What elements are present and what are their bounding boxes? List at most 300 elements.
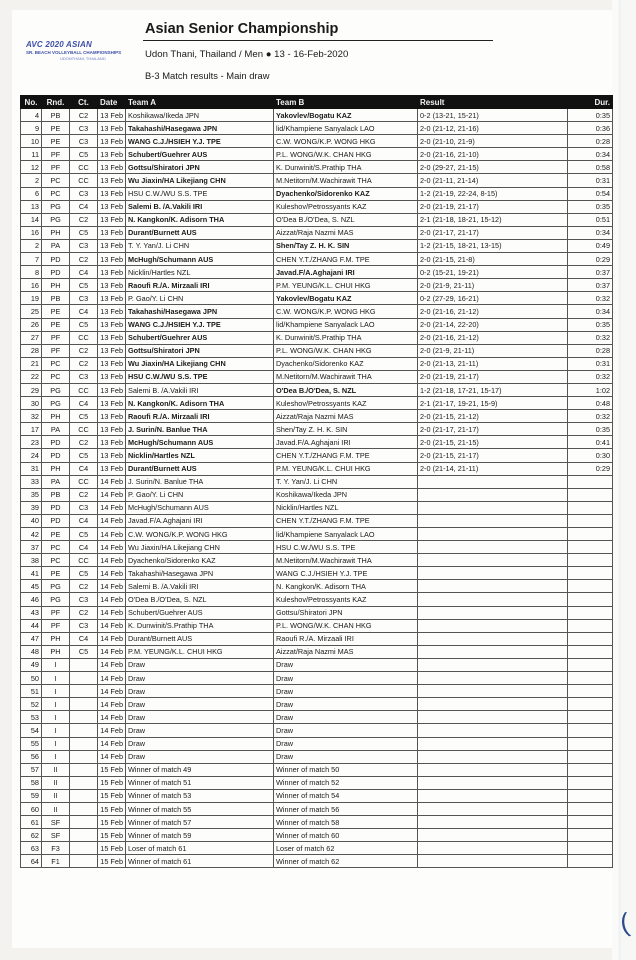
cell-team-a: Salemi B. /A.Vakili IRI	[126, 383, 274, 396]
cell-team-b: Winner of match 62	[274, 855, 418, 868]
table-row	[21, 174, 613, 187]
cell-team-a: WANG C.J./HSIEH Y.J. TPE	[126, 135, 274, 148]
cell-team-b: Loser of match 62	[274, 842, 418, 855]
cell-round: PB	[42, 488, 70, 501]
cell-team-b: lid/Khampiene Sanyalack LAO	[274, 318, 418, 331]
table-row	[21, 619, 613, 632]
cell-team-b: K. Dunwinit/S.Prathip THA	[274, 161, 418, 174]
cell-result: 2-0 (21-12, 21-16)	[418, 122, 568, 135]
cell-date: 13 Feb	[98, 239, 126, 252]
cell-team-b: Winner of match 58	[274, 816, 418, 829]
cell-date: 13 Feb	[98, 357, 126, 370]
cell-result	[418, 855, 568, 868]
table-row	[21, 462, 613, 475]
cell-result: 2-0 (21-17, 21-17)	[418, 226, 568, 239]
cell-court: C4	[70, 514, 98, 527]
cell-date: 13 Feb	[98, 266, 126, 279]
cell-duration: 0:34	[568, 305, 613, 318]
cell-duration	[568, 475, 613, 488]
cell-result	[418, 802, 568, 815]
cell-date: 13 Feb	[98, 187, 126, 200]
cell-team-b: P.M. YEUNG/K.L. CHUI HKG	[274, 279, 418, 292]
cell-result	[418, 619, 568, 632]
cell-team-b: T. Y. Yan/J. Li CHN	[274, 475, 418, 488]
cell-team-b: Aizzat/Raja Nazmi MAS	[274, 645, 418, 658]
cell-duration: 0:41	[568, 436, 613, 449]
cell-court	[70, 842, 98, 855]
cell-duration	[568, 685, 613, 698]
table-row	[21, 842, 613, 855]
cell-round: PE	[42, 318, 70, 331]
cell-date: 13 Feb	[98, 449, 126, 462]
cell-team-a: Salemi B. /A.Vakili IRI	[126, 200, 274, 213]
cell-court: C4	[70, 200, 98, 213]
cell-date: 14 Feb	[98, 711, 126, 724]
cell-team-b: Winner of match 52	[274, 776, 418, 789]
cell-match-no: 30	[21, 397, 42, 410]
cell-match-no: 13	[21, 200, 42, 213]
cell-round: PE	[42, 122, 70, 135]
cell-round: PC	[42, 541, 70, 554]
cell-round: PD	[42, 501, 70, 514]
cell-round: PF	[42, 161, 70, 174]
cell-team-a: P. Gao/Y. Li CHN	[126, 292, 274, 305]
col-team-b-header: Team B	[274, 96, 418, 109]
cell-duration: 0:35	[568, 200, 613, 213]
cell-duration: 0:54	[568, 187, 613, 200]
cell-round: F3	[42, 842, 70, 855]
cell-round: II	[42, 763, 70, 776]
cell-duration	[568, 606, 613, 619]
cell-date: 13 Feb	[98, 370, 126, 383]
cell-round: PC	[42, 174, 70, 187]
cell-match-no: 60	[21, 802, 42, 815]
cell-round: SF	[42, 829, 70, 842]
cell-result	[418, 816, 568, 829]
cell-round: PC	[42, 187, 70, 200]
cell-court: C4	[70, 541, 98, 554]
cell-team-b: M.Netitorn/M.Wachirawit THA	[274, 174, 418, 187]
cell-round: I	[42, 711, 70, 724]
table-row	[21, 711, 613, 724]
cell-team-b: CHEN Y.T./ZHANG F.M. TPE	[274, 449, 418, 462]
cell-team-b: P.L. WONG/W.K. CHAN HKG	[274, 619, 418, 632]
cell-result	[418, 632, 568, 645]
cell-round: PH	[42, 632, 70, 645]
cell-court: C5	[70, 528, 98, 541]
cell-court: CC	[70, 383, 98, 396]
cell-result	[418, 685, 568, 698]
cell-court: C3	[70, 292, 98, 305]
cell-team-a: Winner of match 61	[126, 855, 274, 868]
cell-duration: 0:32	[568, 292, 613, 305]
cell-team-b: Aizzat/Raja Nazmi MAS	[274, 410, 418, 423]
cell-team-b: WANG C.J./HSIEH Y.J. TPE	[274, 567, 418, 580]
cell-court: CC	[70, 475, 98, 488]
cell-duration: 0:29	[568, 462, 613, 475]
table-row	[21, 816, 613, 829]
col-duration-header: Dur.	[568, 96, 613, 109]
cell-match-no: 38	[21, 554, 42, 567]
cell-round: PD	[42, 514, 70, 527]
cell-team-a: Draw	[126, 658, 274, 671]
cell-court: C4	[70, 632, 98, 645]
table-row	[21, 855, 613, 868]
table-row	[21, 593, 613, 606]
cell-date: 14 Feb	[98, 724, 126, 737]
cell-team-a: J. Surin/N. Banlue THA	[126, 423, 274, 436]
col-team-a-header: Team A	[126, 96, 274, 109]
cell-result: 2-0 (21-16, 21-10)	[418, 148, 568, 161]
cell-duration: 1:02	[568, 383, 613, 396]
cell-team-b: lid/Khampiene Sanyalack LAO	[274, 122, 418, 135]
cell-match-no: 48	[21, 645, 42, 658]
cell-round: I	[42, 724, 70, 737]
cell-date: 14 Feb	[98, 685, 126, 698]
cell-date: 14 Feb	[98, 541, 126, 554]
cell-duration	[568, 541, 613, 554]
cell-date: 14 Feb	[98, 645, 126, 658]
cell-duration	[568, 672, 613, 685]
cell-result	[418, 842, 568, 855]
table-row	[21, 239, 613, 252]
cell-team-a: Winner of match 53	[126, 789, 274, 802]
table-row	[21, 344, 613, 357]
cell-round: PG	[42, 200, 70, 213]
cell-duration: 0:51	[568, 213, 613, 226]
cell-result: 2-0 (21-16, 21-12)	[418, 305, 568, 318]
cell-team-a: P. Gao/Y. Li CHN	[126, 488, 274, 501]
cell-round: I	[42, 685, 70, 698]
cell-court: C2	[70, 109, 98, 122]
pen-mark: (	[617, 906, 632, 938]
cell-court	[70, 658, 98, 671]
col-court-header: Ct.	[70, 96, 98, 109]
cell-round: PD	[42, 449, 70, 462]
cell-team-b: Kuleshov/Petrossyants KAZ	[274, 200, 418, 213]
table-row	[21, 541, 613, 554]
cell-result: 2-0 (21-19, 21-17)	[418, 200, 568, 213]
cell-team-a: Draw	[126, 698, 274, 711]
cell-court: CC	[70, 161, 98, 174]
cell-team-a: McHugh/Schumann AUS	[126, 501, 274, 514]
cell-court	[70, 698, 98, 711]
cell-round: PE	[42, 528, 70, 541]
cell-date: 13 Feb	[98, 161, 126, 174]
cell-duration: 0:35	[568, 423, 613, 436]
table-row	[21, 370, 613, 383]
cell-duration	[568, 658, 613, 671]
cell-court: C4	[70, 397, 98, 410]
table-row	[21, 658, 613, 671]
cell-match-no: 44	[21, 619, 42, 632]
cell-team-a: Durant/Burnett AUS	[126, 226, 274, 239]
cell-date: 14 Feb	[98, 528, 126, 541]
cell-date: 14 Feb	[98, 567, 126, 580]
cell-court: CC	[70, 174, 98, 187]
cell-result: 0-2 (13-21, 15-21)	[418, 109, 568, 122]
cell-result	[418, 580, 568, 593]
cell-round: PG	[42, 593, 70, 606]
cell-match-no: 55	[21, 737, 42, 750]
cell-court: C5	[70, 410, 98, 423]
cell-round: PA	[42, 423, 70, 436]
table-row	[21, 266, 613, 279]
cell-result	[418, 672, 568, 685]
cell-duration	[568, 567, 613, 580]
cell-round: SF	[42, 816, 70, 829]
cell-duration: 0:48	[568, 397, 613, 410]
cell-result	[418, 658, 568, 671]
cell-team-b: O'Dea B./O'Dea, S. NZL	[274, 383, 418, 396]
cell-duration: 0:36	[568, 122, 613, 135]
cell-match-no: 21	[21, 357, 42, 370]
cell-team-b: Koshikawa/Ikeda JPN	[274, 488, 418, 501]
table-row	[21, 213, 613, 226]
cell-match-no: 29	[21, 383, 42, 396]
cell-round: I	[42, 750, 70, 763]
cell-date: 13 Feb	[98, 200, 126, 213]
cell-result: 2-0 (21-14, 21-11)	[418, 462, 568, 475]
cell-duration: 0:29	[568, 253, 613, 266]
table-row	[21, 305, 613, 318]
cell-team-b: Winner of match 50	[274, 763, 418, 776]
cell-date: 13 Feb	[98, 318, 126, 331]
cell-duration	[568, 501, 613, 514]
cell-duration: 0:35	[568, 109, 613, 122]
cell-date: 14 Feb	[98, 554, 126, 567]
cell-team-a: Salemi B. /A.Vakili IRI	[126, 580, 274, 593]
cell-duration: 0:28	[568, 344, 613, 357]
cell-duration	[568, 789, 613, 802]
cell-result	[418, 645, 568, 658]
cell-result	[418, 724, 568, 737]
cell-match-no: 64	[21, 855, 42, 868]
cell-court: C5	[70, 645, 98, 658]
cell-round: PD	[42, 436, 70, 449]
cell-team-b: Dyachenko/Sidorenko KAZ	[274, 357, 418, 370]
cell-date: 13 Feb	[98, 292, 126, 305]
cell-date: 14 Feb	[98, 501, 126, 514]
col-round-header: Rnd.	[42, 96, 70, 109]
cell-court: C2	[70, 344, 98, 357]
cell-team-a: Durant/Burnett AUS	[126, 632, 274, 645]
cell-match-no: 24	[21, 449, 42, 462]
cell-round: II	[42, 802, 70, 815]
table-row	[21, 253, 613, 266]
title-divider	[143, 40, 493, 41]
cell-round: PH	[42, 226, 70, 239]
cell-duration: 0:32	[568, 410, 613, 423]
cell-result	[418, 554, 568, 567]
cell-result	[418, 567, 568, 580]
cell-match-no: 2	[21, 239, 42, 252]
cell-date: 14 Feb	[98, 658, 126, 671]
cell-court: C3	[70, 619, 98, 632]
col-result-header: Result	[418, 96, 568, 109]
cell-team-b: Kuleshov/Petrossyants KAZ	[274, 593, 418, 606]
cell-date: 15 Feb	[98, 789, 126, 802]
table-row	[21, 645, 613, 658]
table-row	[21, 776, 613, 789]
cell-match-no: 28	[21, 344, 42, 357]
cell-round: II	[42, 789, 70, 802]
cell-match-no: 12	[21, 161, 42, 174]
table-row	[21, 161, 613, 174]
cell-duration	[568, 698, 613, 711]
table-row	[21, 357, 613, 370]
cell-match-no: 59	[21, 789, 42, 802]
cell-court	[70, 829, 98, 842]
cell-team-a: McHugh/Schumann AUS	[126, 253, 274, 266]
cell-result	[418, 750, 568, 763]
table-row	[21, 122, 613, 135]
cell-team-a: Raoufi R./A. Mirzaali IRI	[126, 279, 274, 292]
cell-match-no: 16	[21, 226, 42, 239]
cell-round: PA	[42, 475, 70, 488]
cell-round: I	[42, 658, 70, 671]
cell-round: II	[42, 776, 70, 789]
cell-team-a: Draw	[126, 711, 274, 724]
table-row	[21, 279, 613, 292]
cell-date: 14 Feb	[98, 475, 126, 488]
table-row	[21, 331, 613, 344]
cell-result	[418, 776, 568, 789]
logo-text: AVC 2020 ASIAN	[26, 40, 92, 49]
cell-date: 13 Feb	[98, 226, 126, 239]
cell-date: 13 Feb	[98, 135, 126, 148]
cell-round: PF	[42, 344, 70, 357]
cell-result	[418, 711, 568, 724]
cell-round: PG	[42, 213, 70, 226]
cell-match-no: 63	[21, 842, 42, 855]
cell-result: 1-2 (21-19, 22-24, 8-15)	[418, 187, 568, 200]
cell-result	[418, 763, 568, 776]
cell-match-no: 22	[21, 370, 42, 383]
cell-duration: 0:31	[568, 357, 613, 370]
table-row	[21, 632, 613, 645]
cell-date: 15 Feb	[98, 776, 126, 789]
cell-match-no: 37	[21, 541, 42, 554]
cell-match-no: 62	[21, 829, 42, 842]
table-row	[21, 383, 613, 396]
cell-match-no: 32	[21, 410, 42, 423]
cell-match-no: 45	[21, 580, 42, 593]
cell-date: 15 Feb	[98, 802, 126, 815]
cell-result	[418, 514, 568, 527]
cell-team-b: Shen/Tay Z. H. K. SIN	[274, 239, 418, 252]
cell-court: C5	[70, 449, 98, 462]
cell-match-no: 17	[21, 423, 42, 436]
cell-result	[418, 475, 568, 488]
cell-team-a: Durant/Burnett AUS	[126, 462, 274, 475]
cell-team-a: Nicklin/Hartles NZL	[126, 449, 274, 462]
cell-team-a: Draw	[126, 685, 274, 698]
cell-round: PG	[42, 397, 70, 410]
cell-result: 2-0 (21-11, 21-14)	[418, 174, 568, 187]
cell-date: 13 Feb	[98, 174, 126, 187]
cell-date: 14 Feb	[98, 606, 126, 619]
cell-team-a: Javad.F/A.Aghajani IRI	[126, 514, 274, 527]
cell-date: 13 Feb	[98, 213, 126, 226]
cell-court: CC	[70, 331, 98, 344]
table-row	[21, 567, 613, 580]
cell-date: 14 Feb	[98, 750, 126, 763]
cell-team-a: P.M. YEUNG/K.L. CHUI HKG	[126, 645, 274, 658]
cell-result	[418, 593, 568, 606]
cell-match-no: 6	[21, 187, 42, 200]
cell-round: PC	[42, 357, 70, 370]
table-row	[21, 789, 613, 802]
cell-duration: 0:34	[568, 226, 613, 239]
cell-court: C2	[70, 213, 98, 226]
cell-result: 0-2 (27-29, 16-21)	[418, 292, 568, 305]
cell-team-b: C.W. WONG/K.P. WONG HKG	[274, 305, 418, 318]
cell-team-a: N. Kangkon/K. Adisorn THA	[126, 397, 274, 410]
cell-duration: 0:28	[568, 135, 613, 148]
cell-duration: 0:34	[568, 148, 613, 161]
cell-duration	[568, 829, 613, 842]
cell-duration	[568, 737, 613, 750]
cell-match-no: 10	[21, 135, 42, 148]
cell-team-b: M.Netitorn/M.Wachirawit THA	[274, 554, 418, 567]
cell-duration	[568, 593, 613, 606]
table-row	[21, 318, 613, 331]
cell-match-no: 47	[21, 632, 42, 645]
cell-court	[70, 855, 98, 868]
championship-logo	[26, 40, 138, 66]
cell-match-no: 8	[21, 266, 42, 279]
cell-team-a: McHugh/Schumann AUS	[126, 436, 274, 449]
cell-team-b: N. Kangkon/K. Adisorn THA	[274, 580, 418, 593]
cell-result: 1-2 (21-18, 17-21, 15-17)	[418, 383, 568, 396]
cell-result: 2-1 (21-17, 19-21, 15-9)	[418, 397, 568, 410]
document-title: Asian Senior Championship	[145, 21, 339, 37]
cell-court: C4	[70, 305, 98, 318]
cell-team-b: C.W. WONG/K.P. WONG HKG	[274, 135, 418, 148]
cell-court: C2	[70, 357, 98, 370]
cell-duration	[568, 802, 613, 815]
cell-match-no: 14	[21, 213, 42, 226]
cell-round: PD	[42, 266, 70, 279]
cell-match-no: 4	[21, 109, 42, 122]
cell-team-a: Winner of match 59	[126, 829, 274, 842]
cell-match-no: 51	[21, 685, 42, 698]
cell-date: 13 Feb	[98, 436, 126, 449]
cell-team-a: Wu Jiaxin/HA Likejiang CHN	[126, 357, 274, 370]
cell-court: C2	[70, 436, 98, 449]
cell-duration	[568, 763, 613, 776]
cell-match-no: 35	[21, 488, 42, 501]
cell-team-a: Nicklin/Hartles NZL	[126, 266, 274, 279]
cell-duration	[568, 645, 613, 658]
cell-match-no: 43	[21, 606, 42, 619]
cell-date: 14 Feb	[98, 619, 126, 632]
cell-date: 14 Feb	[98, 698, 126, 711]
cell-duration: 0:37	[568, 279, 613, 292]
cell-duration	[568, 711, 613, 724]
cell-match-no: 11	[21, 148, 42, 161]
cell-team-b: P.L. WONG/W.K. CHAN HKG	[274, 344, 418, 357]
cell-result: 2-0 (29-27, 21-15)	[418, 161, 568, 174]
cell-court: C4	[70, 266, 98, 279]
cell-duration	[568, 528, 613, 541]
cell-duration	[568, 632, 613, 645]
cell-court: C3	[70, 239, 98, 252]
cell-date: 13 Feb	[98, 331, 126, 344]
cell-team-a: O'Dea B./O'Dea, S. NZL	[126, 593, 274, 606]
cell-team-b: Draw	[274, 737, 418, 750]
